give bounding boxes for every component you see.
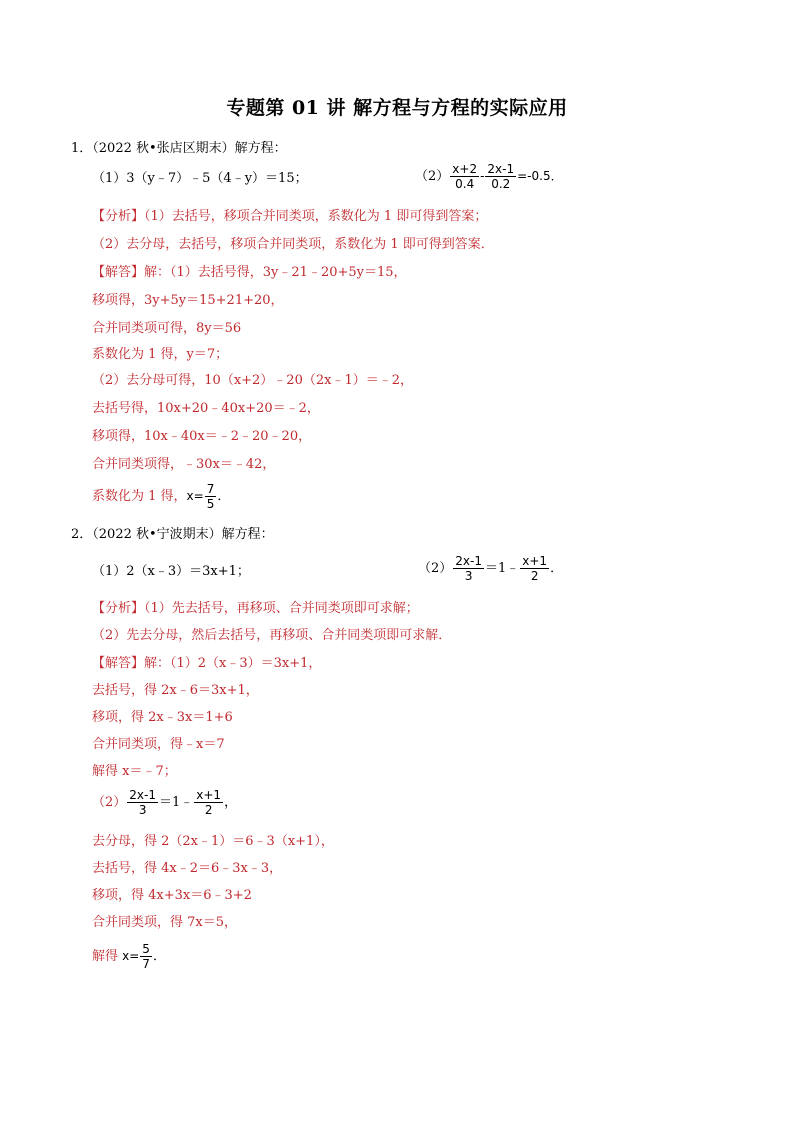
- problem-2-answer-b-line-0: 去分母，得 2（2x﹣1）＝6﹣3（x+1），: [92, 834, 334, 849]
- final-suffix: ．: [152, 949, 166, 964]
- fraction-denominator: 3: [453, 568, 484, 583]
- problem-2-part-2-answer: [92, 788, 237, 817]
- problem-2-answer-line-0: [92, 655, 321, 673]
- fraction-numerator: 2x-1: [129, 788, 156, 802]
- final-variable: x=: [122, 949, 140, 963]
- problem-2-part-2-prefix: （2）: [418, 561, 453, 576]
- problem-2-source: （2022 秋•宁波期末）解方程：: [92, 527, 274, 542]
- page-title: 专题第 01 讲 解方程与方程的实际应用: [226, 97, 568, 119]
- analysis-text: （1）先去括号，再移项、合并同类项即可求解；: [144, 601, 419, 616]
- fraction-denominator: 2: [520, 568, 549, 583]
- problem-2-answer-line-2: 移项，得 2x﹣3x＝1+6: [92, 710, 233, 725]
- fraction-numerator: 2x-1: [487, 162, 515, 176]
- part-2-prefix: （2）: [92, 795, 127, 810]
- minus-sign: -: [480, 169, 485, 183]
- fraction-numerator: 7: [206, 482, 215, 496]
- problem-1-header: [71, 140, 287, 158]
- final-prefix: 解得: [92, 949, 123, 964]
- problem-2-part-2: [418, 554, 563, 583]
- problem-1-analysis-2: （2）去分母，去括号，移项合并同类项，系数化为 1 即可得到答案．: [92, 237, 494, 252]
- problem-1-analysis-1: [92, 208, 487, 226]
- analysis-tag: 【分析】: [92, 601, 145, 616]
- problem-1-answer-line-1: 移项得，3y+5y＝15+21+20，: [92, 293, 284, 308]
- fraction-denominator: 2: [194, 802, 223, 817]
- problem-2-answer-line-3: 合并同类项，得﹣x＝7: [92, 737, 225, 752]
- fraction-denominator: 5: [206, 497, 215, 511]
- final-variable: x=: [186, 489, 204, 503]
- answer-tag: 【解答】: [92, 265, 145, 280]
- fraction-denominator: 3: [127, 802, 158, 817]
- fraction-numerator: 2x-1: [455, 554, 482, 568]
- problem-1-answer-line-7: 合并同类项得，﹣30x＝﹣42，: [92, 457, 276, 472]
- problem-1-answer-line-0: [92, 264, 407, 282]
- final-prefix: 系数化为 1 得，: [92, 489, 187, 504]
- answer-text: 解：（1）去括号得，3y﹣21﹣20+5y＝15，: [144, 265, 407, 280]
- analysis-tag: 【分析】: [92, 209, 145, 224]
- problem-2-answer-line-4: 解得 x＝﹣7；: [92, 764, 177, 779]
- equation-suffix: ．: [550, 561, 564, 576]
- equation-middle: ＝1﹣: [158, 795, 194, 810]
- answer-tag: 【解答】: [92, 656, 145, 671]
- problem-1-part-2: [415, 162, 563, 191]
- fraction-numerator: x+1: [522, 554, 548, 568]
- problem-1-part-1: （1）3（y﹣7）﹣5（4﹣y）＝15；: [92, 171, 308, 186]
- problem-2-answer-b-line-3: 合并同类项，得 7x＝5，: [92, 915, 238, 930]
- fraction: [127, 788, 158, 817]
- fraction: [453, 554, 484, 583]
- problem-2-part-1: （1）2（x﹣3）＝3x+1；: [92, 564, 250, 579]
- problem-1-answer-line-4: （2）去分母可得，10（x+2）﹣20（2x﹣1）＝﹣2，: [92, 373, 413, 388]
- fraction-numerator: x+1: [196, 788, 222, 802]
- final-suffix: ．: [217, 489, 231, 504]
- problem-1-answer-line-2: 合并同类项可得，8y＝56: [92, 321, 242, 336]
- problem-2-final-answer: [92, 942, 166, 971]
- equation-rhs: =-0.5．: [517, 169, 563, 183]
- equation-suffix: ，: [224, 795, 238, 810]
- problem-2-answer-line-1: 去括号，得 2x﹣6＝3x+1，: [92, 683, 259, 698]
- problem-2-analysis-2: （2）先去分母，然后去括号，再移项、合并同类项即可求解．: [92, 628, 452, 643]
- problem-1-answer-line-3: 系数化为 1 得，y＝7；: [92, 347, 229, 362]
- fraction-numerator: 5: [142, 942, 150, 956]
- problem-1-part-2-prefix: （2）: [415, 169, 450, 184]
- problem-2-answer-b-line-1: 去括号，得 4x﹣2＝6﹣3x﹣3，: [92, 861, 283, 876]
- fraction: [205, 482, 217, 511]
- problem-2-analysis-1: [92, 600, 419, 618]
- fraction-denominator: 0.2: [485, 176, 516, 191]
- equation-middle: ＝1﹣: [484, 561, 520, 576]
- problem-1-number: 1．: [71, 141, 93, 156]
- fraction: [520, 554, 549, 583]
- problem-2-answer-b-line-2: 移项，得 4x+3x＝6﹣3+2: [92, 888, 252, 903]
- problem-1-answer-line-6: 移项得，10x﹣40x＝﹣2﹣20﹣20，: [92, 429, 312, 444]
- problem-1-final-answer: [92, 482, 230, 511]
- problem-2-header: [71, 526, 274, 544]
- fraction-denominator: 7: [142, 957, 150, 971]
- fraction: [194, 788, 223, 817]
- fraction: [140, 942, 152, 971]
- problem-1-source: （2022 秋•张店区期末）解方程：: [92, 141, 287, 156]
- problem-2-number: 2．: [71, 527, 93, 542]
- fraction-numerator: x+2: [452, 162, 478, 176]
- analysis-text: （1）去括号，移项合并同类项，系数化为 1 即可得到答案；: [144, 209, 488, 224]
- answer-text: 解：（1）2（x﹣3）＝3x+1，: [144, 656, 322, 671]
- problem-1-answer-line-5: 去括号得，10x+20﹣40x+20＝﹣2，: [92, 401, 320, 416]
- fraction-denominator: 0.4: [450, 176, 479, 191]
- fraction: [485, 162, 516, 191]
- fraction: [450, 162, 479, 191]
